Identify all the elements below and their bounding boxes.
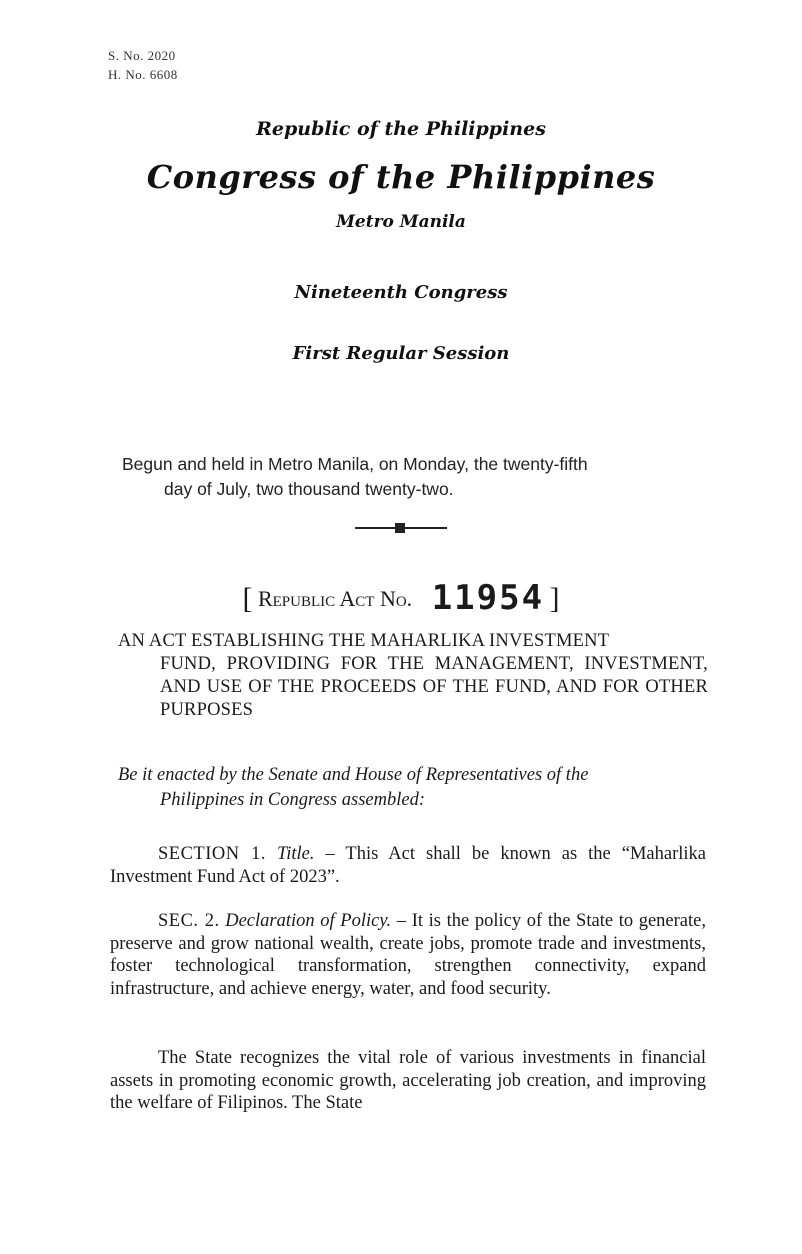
enacting-line-2: Philippines in Congress assembled: bbox=[160, 790, 425, 810]
session-heading: First Regular Session bbox=[292, 343, 510, 364]
section-1-label: SECTION 1. bbox=[158, 844, 266, 864]
close-bracket: ] bbox=[549, 582, 560, 615]
begun-statement bbox=[122, 452, 722, 502]
section-2-text: – It is the policy of the State to generate, preserve and grow national wealth, create jobs, promote trade and investments, foster technological transformation, strengthen connectivity, expand infrastructure, and achieve energy, water, and food security. bbox=[110, 911, 706, 999]
act-title-rest: FUND, PROVIDING FOR THE MANAGEMENT, INVESTMENT, AND USE OF THE PROCEEDS OF THE FUND, AND FOR OTHER PURPOSES bbox=[160, 654, 708, 720]
senate-bill-number: S. No. 2020 bbox=[108, 48, 176, 63]
policy-paragraph bbox=[110, 1047, 706, 1115]
section-2-label: SEC. 2. bbox=[158, 911, 220, 931]
republic-act-label: Republic Act No. bbox=[257, 586, 413, 611]
congress-heading: Congress of the Philippines bbox=[146, 158, 656, 196]
act-title-line-1: AN ACT ESTABLISHING THE MAHARLIKA INVESTMENT bbox=[118, 631, 610, 651]
republic-act-number: 11954 bbox=[431, 578, 545, 618]
congress-number-heading: Nineteenth Congress bbox=[294, 282, 508, 303]
enacting-clause bbox=[118, 763, 708, 813]
divider-ornament bbox=[355, 523, 447, 533]
open-bracket: [ bbox=[242, 582, 253, 615]
act-long-title bbox=[118, 630, 708, 722]
republic-act-title bbox=[0, 578, 802, 618]
policy-paragraph-text: The State recognizes the vital role of various investments in financial assets in promoting economic growth, accelerating job creation, and improving the welfare of Filipinos. The State bbox=[110, 1048, 706, 1113]
section-2 bbox=[110, 910, 706, 1000]
location-heading: Metro Manila bbox=[336, 212, 466, 232]
begun-line-1: Begun and held in Metro Manila, on Monday, the twenty-fifth bbox=[122, 454, 588, 474]
house-bill-number: H. No. 6608 bbox=[108, 67, 178, 82]
bill-numbers bbox=[108, 46, 178, 84]
enacting-line-1: Be it enacted by the Senate and House of Representatives of the bbox=[118, 765, 589, 785]
republic-heading: Republic of the Philippines bbox=[256, 118, 546, 140]
section-1 bbox=[110, 843, 706, 888]
section-1-text: – This Act shall be known as the “Maharlika Investment Fund Act of 2023”. bbox=[110, 844, 706, 887]
section-2-heading: Declaration of Policy. bbox=[225, 911, 392, 931]
section-1-heading: Title. bbox=[276, 844, 315, 864]
begun-line-2: day of July, two thousand twenty-two. bbox=[164, 479, 454, 499]
